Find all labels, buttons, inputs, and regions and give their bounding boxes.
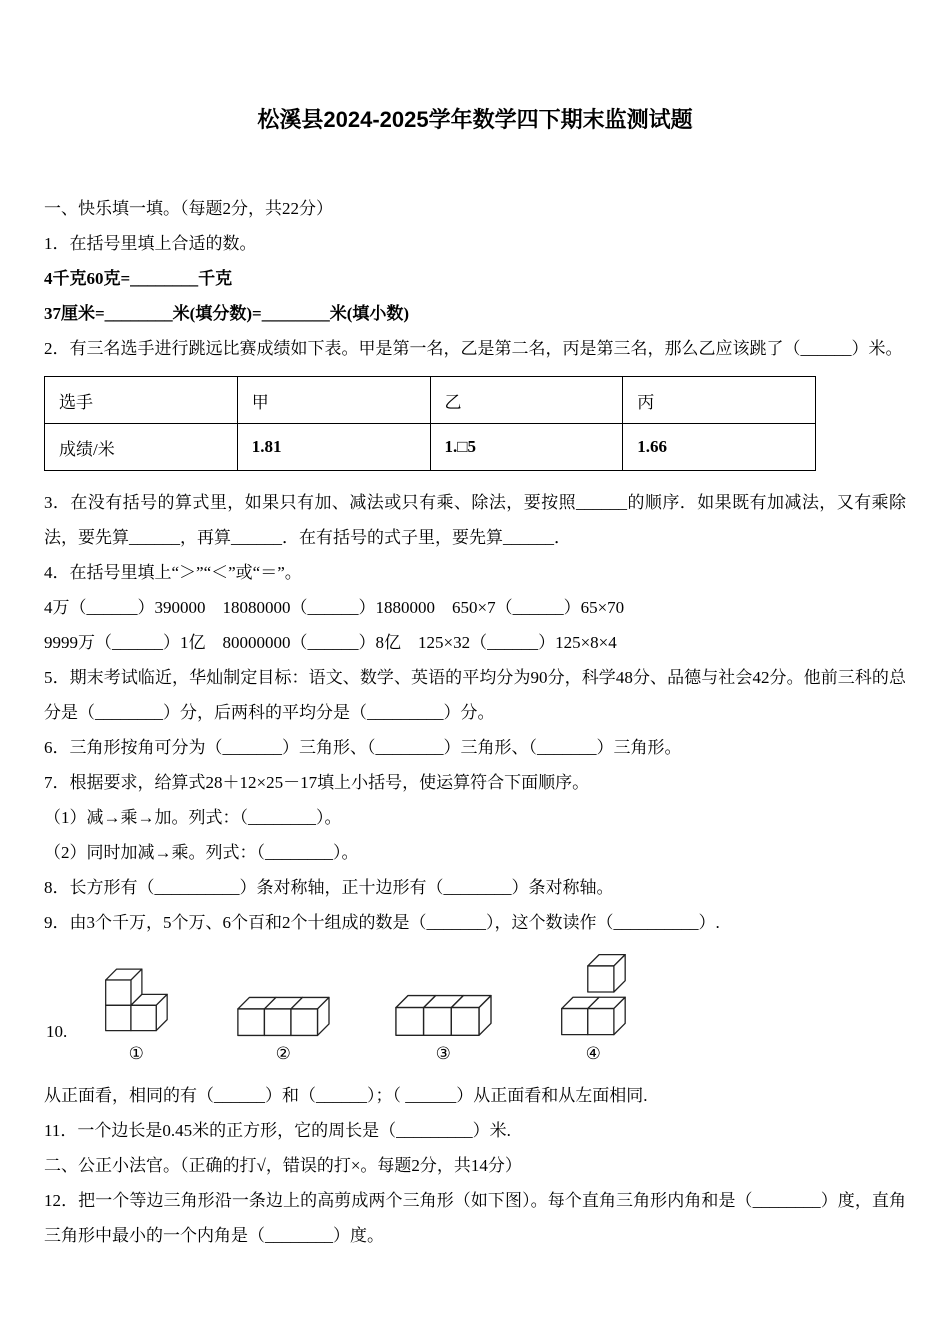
table-header-yi: 乙 [430, 377, 623, 424]
question-7-sub-2: （2）同时加减→乘。列式：（________）。 [44, 843, 359, 862]
cube-figure-3 [391, 991, 495, 1039]
cube-figure-block-2 [233, 993, 333, 1066]
figure-label-2: ② [275, 1044, 291, 1063]
question-1-intro: 1．在括号里填上合适的数。 [44, 234, 257, 253]
question-4-intro: 4．在括号里填上“＞”“＜”或“＝”。 [44, 563, 302, 582]
table-header-jia: 甲 [237, 377, 430, 424]
cube-figure-4 [553, 952, 633, 1039]
question-6-text: 6．三角形按角可分为（_______）三角形、（________）三角形、（_______）三角形。 [44, 738, 682, 757]
figure-label-3: ③ [435, 1044, 451, 1063]
question-5-text: 5．期末考试临近，华灿制定目标：语文、数学、英语的平均分为90分，科学48分、品德与社会42分。他前三科的总分是（________）分，后两科的平均分是（_________）分。 [44, 668, 906, 722]
table-header-player: 选手 [45, 377, 238, 424]
question-9-text: 9．由3个千万，5个万、6个百和2个十组成的数是（_______），这个数读作（__________）. [44, 913, 720, 932]
cube-figure-block-4 [553, 952, 633, 1066]
page-title: 松溪县2024-2025学年数学四下期末监测试题 [257, 107, 693, 132]
section-2-heading: 二、公正小法官。（正确的打√，错误的打×。每题2分，共14分） [44, 1156, 522, 1175]
table-score-yi: 1.□5 [430, 424, 623, 471]
table-score-jia: 1.81 [237, 424, 430, 471]
cube-figure-1 [97, 959, 175, 1039]
question-10-number: 10. [46, 1022, 68, 1041]
figure-label-1: ① [128, 1044, 144, 1063]
cube-figure-block-1 [97, 959, 175, 1066]
question-8-text: 8．长方形有（__________）条对称轴，正十边形有（________）条对称轴。 [44, 878, 614, 897]
question-4-line-1: 4万（______）390000 18080000（______）1880000 650×7（______）65×70 [44, 598, 625, 617]
figure-label-4: ④ [585, 1044, 601, 1063]
cube-figure-2 [233, 993, 333, 1039]
section-1-heading: 一、快乐填一填。（每题2分，共22分） [44, 199, 333, 218]
q2-score-table [44, 376, 816, 471]
question-10-text: 从正面看，相同的有（______）和（______）；（ ______）从正面看和从左面相同. [44, 1086, 648, 1105]
table-header-bing: 丙 [623, 377, 816, 424]
question-3-text: 3．在没有括号的算式里，如果只有加、减法或只有乘、除法，要按照______的顺序．如果既有加减法，又有乘除法，要先算______，再算______．在有括号的式子里，要先算______． [44, 493, 906, 547]
question-7-sub-1: （1）减→乘→加。列式：（________）。 [44, 808, 342, 827]
question-11-text: 11．一个边长是0.45米的正方形，它的周长是（_________）米. [44, 1121, 511, 1140]
question-10-figures [44, 952, 906, 1066]
question-12-text: 12．把一个等边三角形沿一条边上的高剪成两个三角形（如下图）。每个直角三角形内角和是（________）度，直角三角形中最小的一个内角是（________）度。 [44, 1191, 906, 1245]
table-score-bing: 1.66 [623, 424, 816, 471]
table-score-row [45, 424, 816, 471]
question-2-text: 2．有三名选手进行跳远比赛成绩如下表。甲是第一名，乙是第二名，丙是第三名，那么乙应该跳了（______）米。 [44, 339, 903, 358]
cube-figure-block-3 [391, 991, 495, 1066]
table-row-label: 成绩/米 [45, 424, 238, 471]
question-7-intro: 7．根据要求，给算式28＋12×25－17填上小括号，使运算符合下面顺序。 [44, 773, 590, 792]
question-4-line-2: 9999万（______）1亿 80000000（______）8亿 125×32（______）125×8×4 [44, 633, 617, 652]
table-header-row [45, 377, 816, 424]
question-1-blank-1: 4千克60克=________千克 [44, 269, 233, 288]
question-1-blank-2: 37厘米=________米(填分数)=________米(填小数) [44, 304, 410, 323]
